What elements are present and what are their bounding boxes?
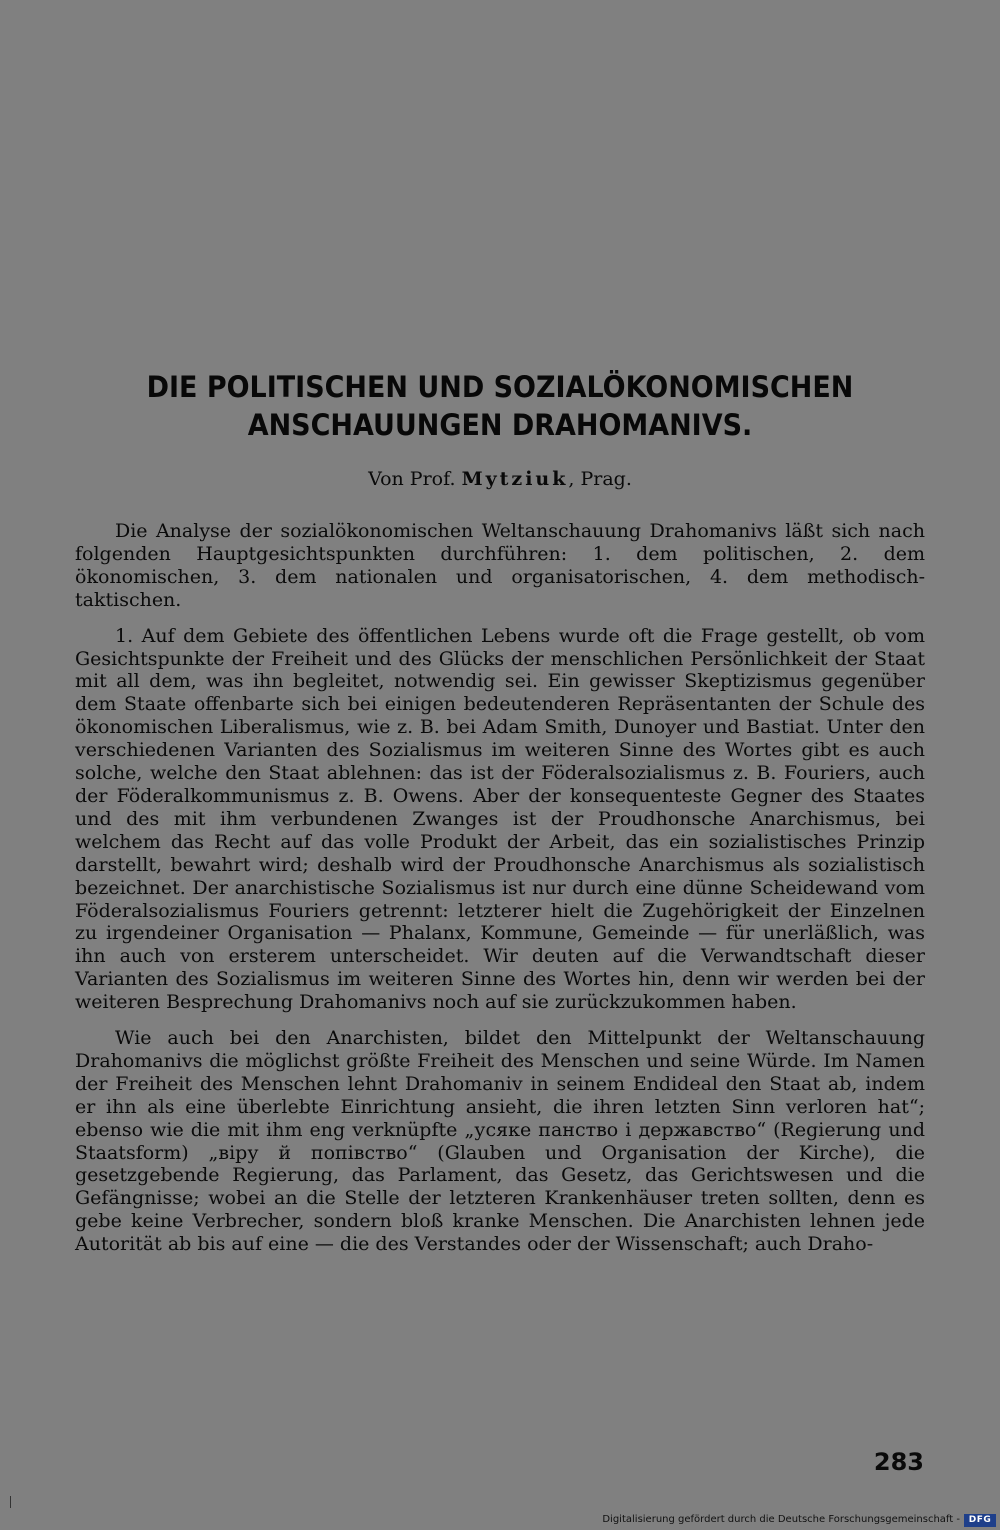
scan-edge-mark bbox=[10, 1496, 11, 1508]
paragraph-3: Wie auch bei den Anarchisten, bildet den Mittelpunkt der Weltanschauung Drahomanivs die möglichst größte Freiheit des Menschen und seine Würde. Im Namen der Freiheit des Menschen lehnt Drahomaniv in seinem Endideal den Staat ab, indem er ihn als eine überlebte Einrichtung ansieht, die ihren letzten Sinn verloren hat“; ebenso wie die mit ihm eng verknüpfte „усяке панство і державство“ (Regierung und Staatsform) „віру й попівство“ (Glauben und Organisation der Kirche), die gesetzgebende Regierung, das Parlament, das Gesetz, das Gerichtswesen und die Gefängnisse; wobei an die Stelle der letzteren Krankenhäuser treten sollten, denn es gebe keine Verbrecher, sondern bloß kranke Menschen. Die Anarchisten lehnen jede Autorität ab bis auf eine — die des Verstandes oder der Wissenschaft; auch Draho- bbox=[75, 1027, 925, 1256]
byline-author: Mytziuk bbox=[461, 468, 569, 490]
paragraph-2: 1. Auf dem Gebiete des öffentlichen Lebens wurde oft die Frage gestellt, ob vom Gesichtspunkte der Freiheit und des Glücks der menschlichen Persönlichkeit der Staat mit all dem, was ihn begleitet, notwendig sei. Ein gewisser Skeptizismus gegenüber dem Staate offenbarte sich bei einigen bedeutenderen Repräsentanten der Schule des ökonomischen Liberalismus, wie z. B. bei Adam Smith, Dunoyer und Bastiat. Unter den verschiedenen Varianten des Sozialismus im weiteren Sinne des Wortes gibt es auch solche, welche den Staat ablehnen: das ist der Föderalsozialismus z. B. Fouriers, auch der Föderalkommunismus z. B. Owens. Aber der konsequenteste Gegner des Staates und des mit ihm verbundenen Zwanges ist der Proudhonsche Anarchismus, bei welchem das Recht auf das volle Produkt der Arbeit, das ein sozialistisches Prinzip darstellt, bewahrt wird; deshalb wird der Proudhonsche Anarchismus als sozialistisch bezeichnet. Der anarchistische Sozialismus ist nur durch eine dünne Scheidewand vom Föderalsozialismus Fouriers getrennt: letzterer hielt die Zugehörigkeit der Einzelnen zu irgendeiner Organisation — Phalanx, Kommune, Gemeinde — für unerläßlich, was ihn auch von ersterem unterscheidet. Wir deuten auf die Verwandtschaft dieser Varianten des Sozialismus im weiteren Sinne des Wortes hin, denn wir werden bei der weiteren Besprechung Drahomanivs noch auf sie zurückzukommen haben. bbox=[75, 624, 925, 1014]
paragraph-1: Die Analyse der sozialökonomischen Weltanschauung Drahomanivs läßt sich nach folgenden Hauptgesichtspunkten durchführen: 1. dem politischen, 2. dem ökonomischen, 3. dem nationalen und organisatorischen, 4. dem methodisch-taktischen. bbox=[75, 520, 925, 611]
article-title-line-1: DIE POLITISCHEN UND SOZIALÖKONOMISCHEN bbox=[146, 370, 854, 404]
article-title bbox=[100, 368, 900, 444]
article-title-line-2: ANSCHAUUNGEN DRAHOMANIVS. bbox=[247, 408, 753, 442]
digitization-note: Digitalisierung gefördert durch die Deutsche Forschungsgemeinschaft - bbox=[602, 1514, 960, 1525]
byline-prefix: Von Prof. bbox=[368, 468, 456, 490]
dfg-logo-icon[interactable]: DFG bbox=[964, 1514, 996, 1527]
page-number: 283 bbox=[873, 1448, 924, 1476]
article-body bbox=[75, 520, 925, 1269]
author-byline bbox=[70, 466, 930, 492]
byline-suffix: , Prag. bbox=[568, 468, 632, 490]
